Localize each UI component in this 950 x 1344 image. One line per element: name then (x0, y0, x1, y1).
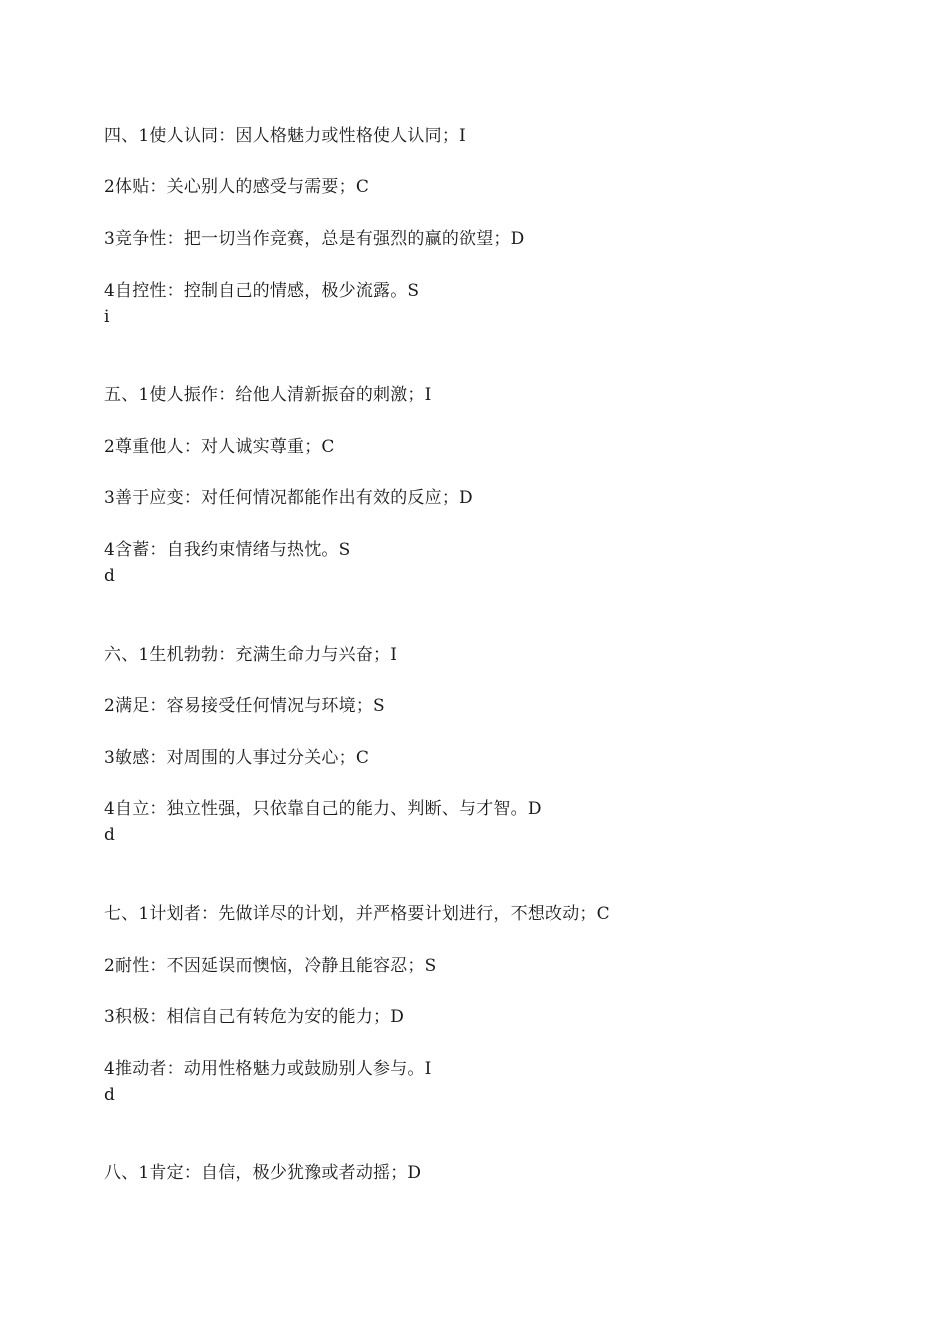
section-4-item-2: 2体贴：关心别人的感受与需要；C (104, 177, 370, 197)
section-6-item-4: 4自立：独立性强，只依靠自己的能力、判断、与才智。D (104, 799, 542, 819)
section-8-item-1: 八、1肯定：自信，极少犹豫或者动摇；D (104, 1163, 422, 1183)
section-5-item-4: 4含蓄：自我约束情绪与热忱。S (104, 540, 351, 560)
section-6-mark: d (104, 825, 115, 845)
section-7-mark: d (104, 1085, 115, 1105)
section-4-item-1: 四、1使人认同：因人格魅力或性格使人认同；I (104, 126, 466, 146)
section-5-mark: d (104, 566, 115, 586)
section-5-item-2: 2尊重他人：对人诚实尊重；C (104, 437, 335, 457)
section-7-item-1: 七、1计划者：先做详尽的计划，并严格要计划进行，不想改动；C (104, 904, 610, 924)
section-4-item-3: 3竞争性：把一切当作竞赛，总是有强烈的赢的欲望；D (104, 229, 525, 249)
section-6-item-1: 六、1生机勃勃：充满生命力与兴奋；I (104, 645, 398, 665)
section-5-item-1: 五、1使人振作：给他人清新振奋的刺激；I (104, 385, 432, 405)
section-7-item-2: 2耐性：不因延误而懊恼，冷静且能容忍；S (104, 956, 437, 976)
section-4-item-4: 4自控性：控制自己的情感，极少流露。S (104, 281, 420, 301)
section-7-item-4: 4推动者：动用性格魅力或鼓励别人参与。I (104, 1059, 432, 1079)
section-5-item-3: 3善于应变：对任何情况都能作出有效的反应；D (104, 488, 473, 508)
section-4-mark: i (104, 307, 110, 327)
section-7-item-3: 3积极：相信自己有转危为安的能力；D (104, 1007, 405, 1027)
section-6-item-2: 2满足：容易接受任何情况与环境；S (104, 696, 385, 716)
section-6-item-3: 3敏感：对周围的人事过分关心；C (104, 748, 370, 768)
